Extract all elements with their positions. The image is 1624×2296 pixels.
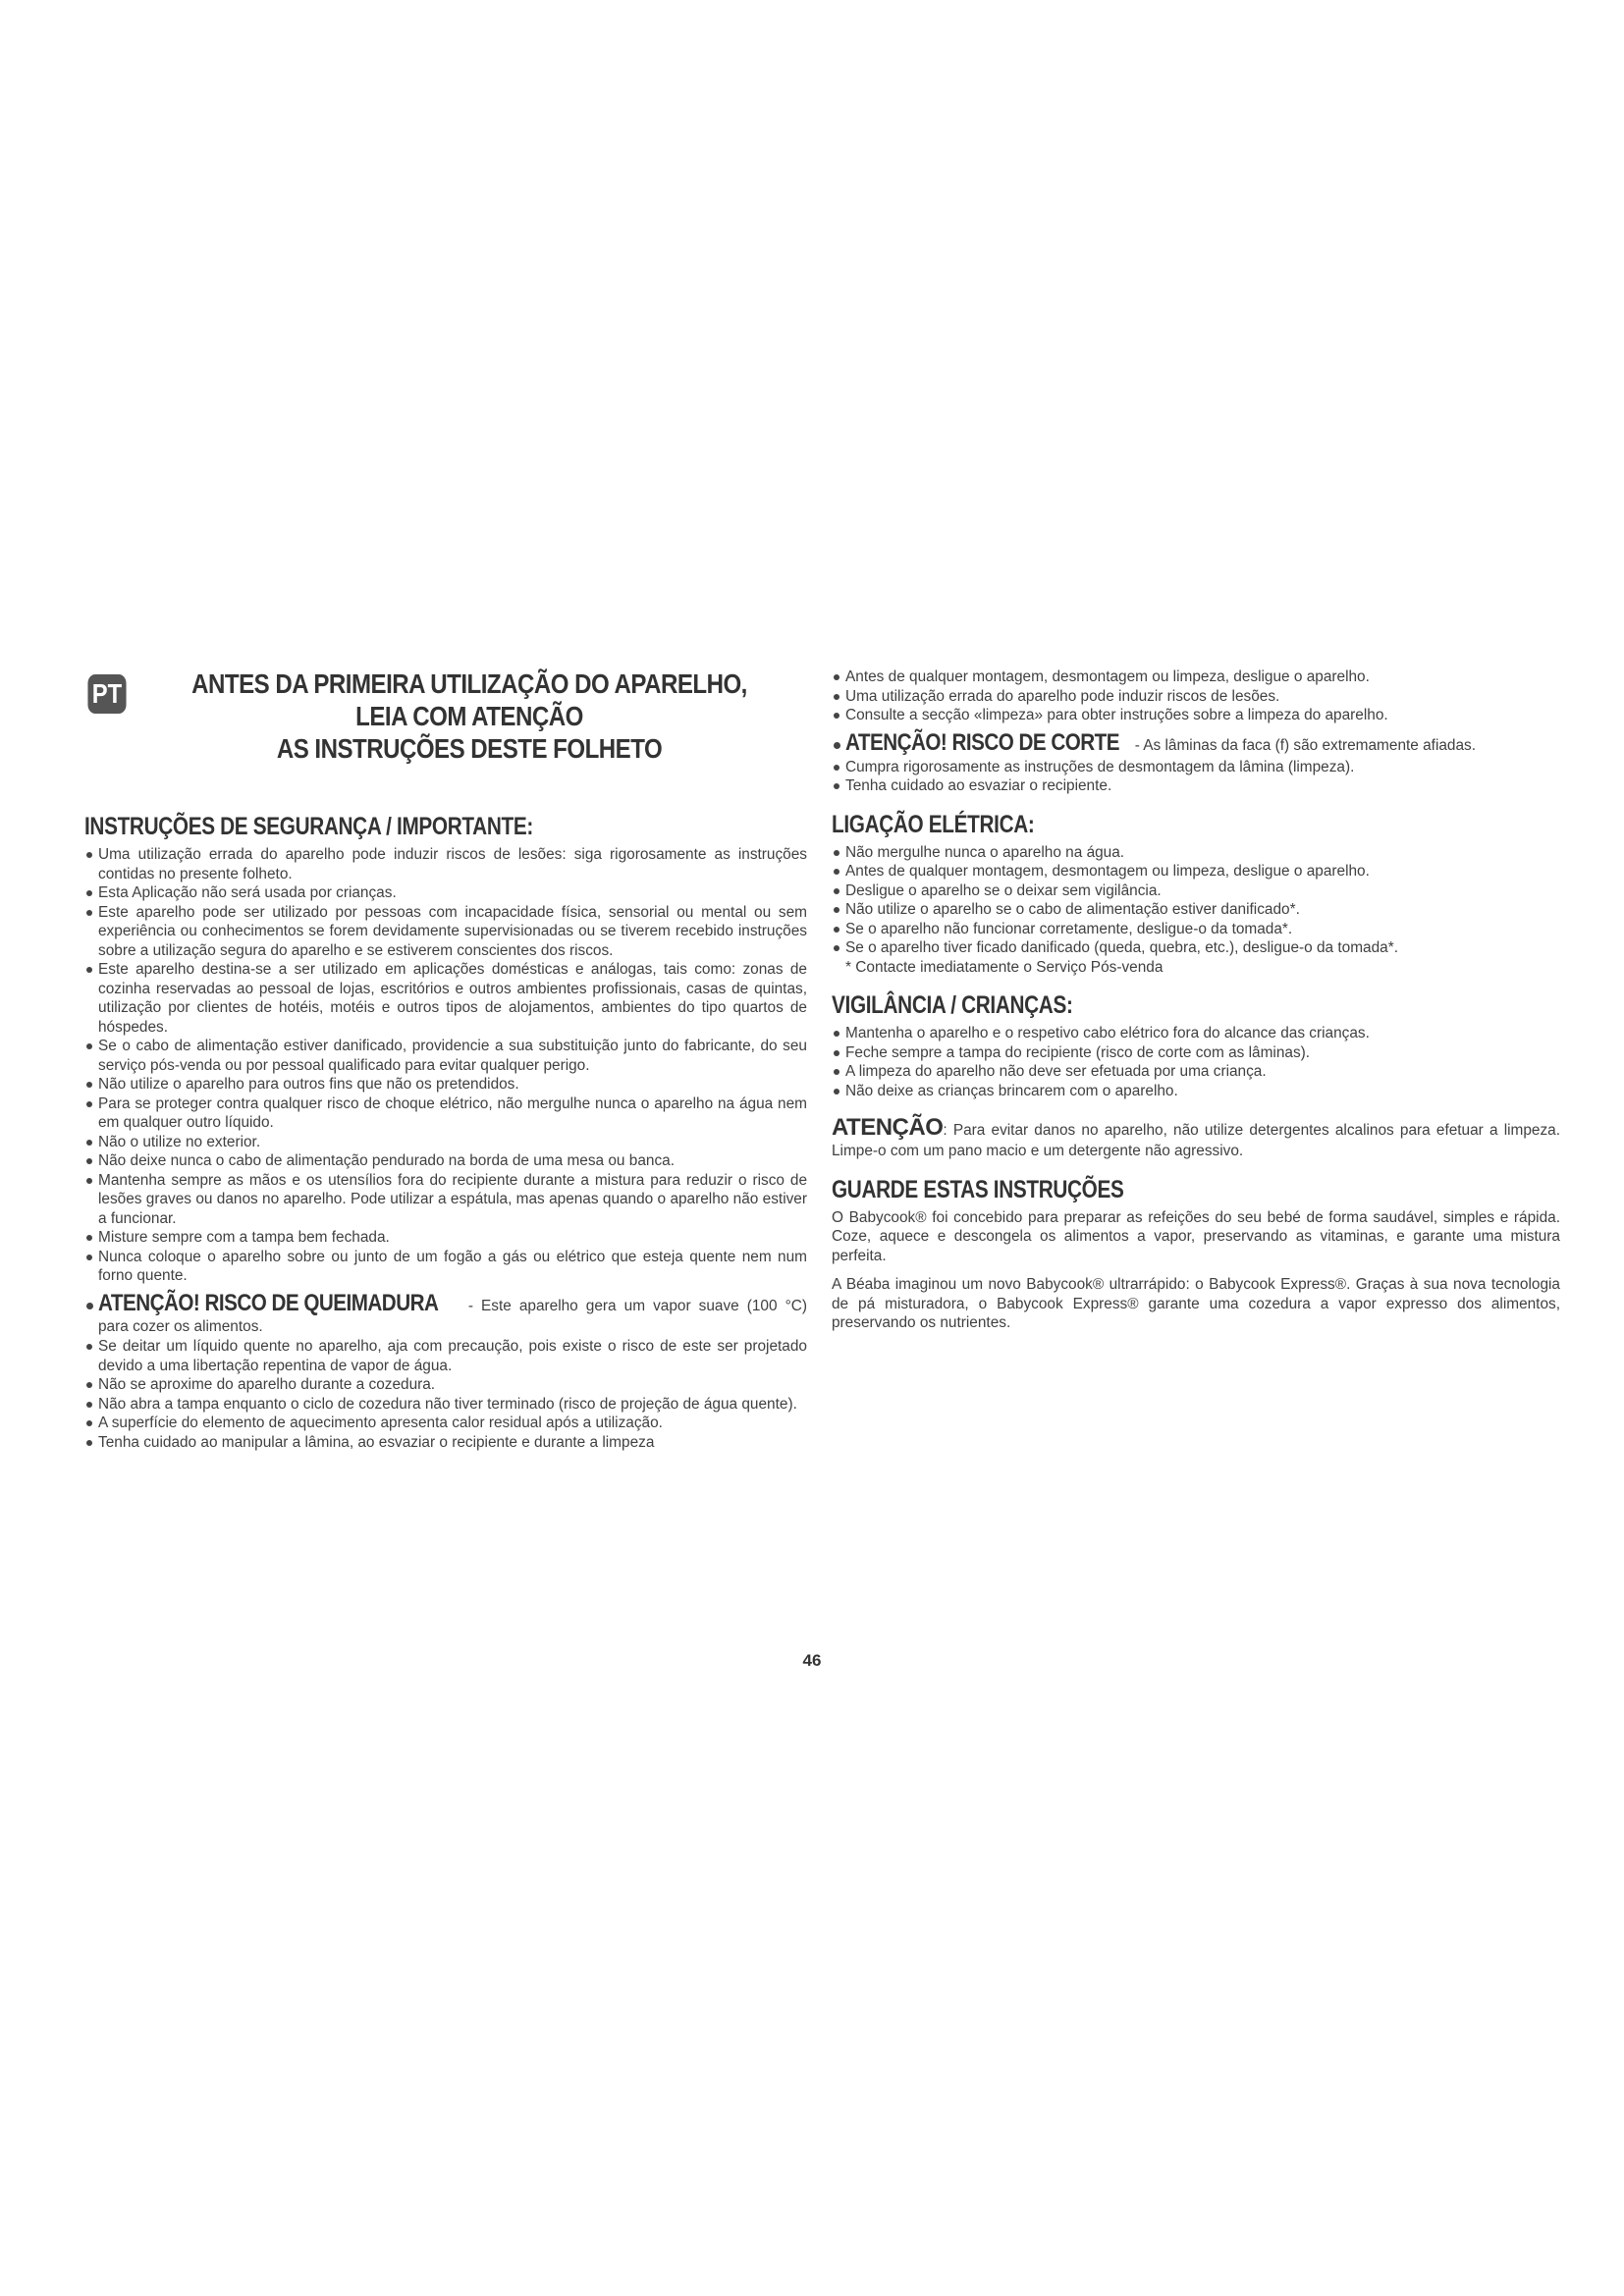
list-item: Mantenha sempre as mãos e os utensílios fora do recipiente durante a mistura para reduzir o risco de lesões graves ou danos no aparelho. Pode utilizar a espátula, mas apenas quando o aparelho não estiver a funcionar. [84, 1171, 807, 1229]
safety-list [84, 845, 807, 1452]
title-line-2: AS INSTRUÇÕES DESTE FOLHETO [276, 733, 663, 764]
cut-warning-title: ATENÇÃO! RISCO DE CORTE [845, 728, 1120, 756]
list-item: Para se proteger contra qualquer risco de choque elétrico, não mergulhe nunca o aparelho na água nem em qualquer outro líquido. [84, 1095, 807, 1133]
attention-title: ATENÇÃO [832, 1114, 944, 1141]
list-item: Esta Aplicação não será usada por crianças. [84, 883, 807, 903]
list-item: Antes de qualquer montagem, desmontagem ou limpeza, desligue o aparelho. [832, 862, 1560, 881]
list-item: Tenha cuidado ao manipular a lâmina, ao esvaziar o recipiente e durante a limpeza [84, 1433, 807, 1453]
general-list [832, 667, 1560, 796]
cut-warning [832, 729, 1560, 757]
list-item: Uma utilização errada do aparelho pode induzir riscos de lesões: siga rigorosamente as instruções contidas no presente folheto. [84, 845, 807, 883]
language-badge: PT [87, 674, 126, 714]
list-item: A superfície do elemento de aquecimento apresenta calor residual após a utilização. [84, 1414, 807, 1433]
page-number: 46 [802, 1651, 822, 1670]
burn-warning-text: - Este aparelho gera um vapor suave (100 °C) para cozer os alimentos. [98, 1297, 807, 1335]
express-paragraph: A Béaba imaginou um novo Babycook® ultrarrápido: o Babycook Express®. Graças à sua nova tecnologia de pá misturadora, o Babycook Express® garante uma cozedura a vapor expresso dos alimentos, preservando os nutrientes. [832, 1276, 1560, 1331]
electric-list [832, 843, 1560, 978]
list-item: Se o cabo de alimentação estiver danificado, providencie a sua substituição junto do fabricante, do seu serviço pós-venda ou por pessoal qualificado para evitar qualquer perigo. [84, 1037, 807, 1075]
keep-instructions-heading: GUARDE ESTAS INSTRUÇÕES [832, 1175, 1124, 1203]
burn-warning [84, 1290, 807, 1337]
children-heading: VIGILÂNCIA / CRIANÇAS: [832, 991, 1073, 1019]
list-item: Uma utilização errada do aparelho pode induzir riscos de lesões. [832, 687, 1560, 707]
children-list [832, 1024, 1560, 1100]
list-item: Consulte a secção «limpeza» para obter instruções sobre a limpeza do aparelho. [832, 706, 1560, 725]
title-line-1: ANTES DA PRIMEIRA UTILIZAÇÃO DO APARELHO, LEIA COM ATENÇÃO [191, 668, 747, 731]
list-item: Não abra a tampa enquanto o ciclo de cozedura não tiver terminado (risco de projeção de água quente). [84, 1395, 807, 1415]
list-item: Não utilize o aparelho para outros fins que não os pretendidos. [84, 1075, 807, 1095]
cut-warning-text: - As lâminas da faca (f) são extremamente afiadas. [1130, 736, 1477, 754]
list-item: Este aparelho destina-se a ser utilizado em aplicações domésticas e análogas, tais como: zonas de cozinha reservadas ao pessoal de lojas, escritórios e outros ambientes profissionais, casas de quintas, utilização por clientes de hotéis, motéis e outros tipos de alojamentos, ambientes do tipo quartos de hóspedes. [84, 960, 807, 1037]
electric-note: * Contacte imediatamente o Serviço Pós-venda [845, 958, 1164, 976]
list-item: Se o aparelho não funcionar corretamente, desligue-o da tomada*. [832, 920, 1560, 939]
electric-heading: LIGAÇÃO ELÉTRICA: [832, 810, 1035, 838]
list-item: Feche sempre a tampa do recipiente (risco de corte com as lâminas). [832, 1043, 1560, 1063]
list-item: Se o aparelho tiver ficado danificado (queda, quebra, etc.), desligue-o da tomada*. [832, 938, 1560, 958]
list-item: Mantenha o aparelho e o respetivo cabo elétrico fora do alcance das crianças. [832, 1024, 1560, 1043]
list-item: Não mergulhe nunca o aparelho na água. [832, 843, 1560, 863]
page-title [84, 667, 807, 765]
safety-heading: INSTRUÇÕES DE SEGURANÇA / IMPORTANTE: [84, 813, 533, 840]
burn-warning-title: ATENÇÃO! RISCO DE QUEIMADURA [98, 1289, 439, 1316]
intro-paragraph: O Babycook® foi concebido para preparar as refeições do seu bebé de forma saudável, simples e rápida. Coze, aquece e descongela os alimentos a vapor, preservando as vitaminas, e garante uma mistura perfeita. [832, 1208, 1560, 1264]
list-item: Este aparelho pode ser utilizado por pessoas com incapacidade física, sensorial ou mental ou sem experiência ou conhecimentos se forem devidamente supervisionadas ou se tiverem recebido instruções sobre a utilização segura do aparelho e se estiverem conscientes dos riscos. [84, 903, 807, 961]
list-item: Desligue o aparelho se o deixar sem vigilância. [832, 881, 1560, 901]
attention-note [832, 1114, 1560, 1161]
list-item: Cumpra rigorosamente as instruções de desmontagem da lâmina (limpeza). [832, 758, 1560, 777]
left-column [84, 667, 807, 1452]
attention-text: : Para evitar danos no aparelho, não utilize detergentes alcalinos para efetuar a limpeza. Limpe-o com um pano macio e um detergente não agressivo. [832, 1122, 1560, 1159]
right-column [832, 667, 1560, 1343]
list-item: Não deixe as crianças brincarem com o aparelho. [832, 1082, 1560, 1101]
list-item: Não o utilize no exterior. [84, 1133, 807, 1152]
list-item: Não deixe nunca o cabo de alimentação pendurado na borda de uma mesa ou banca. [84, 1151, 807, 1171]
list-item: Misture sempre com a tampa bem fechada. [84, 1228, 807, 1248]
list-item: Tenha cuidado ao esvaziar o recipiente. [832, 776, 1560, 796]
list-item: Nunca coloque o aparelho sobre ou junto de um fogão a gás ou elétrico que esteja quente nem num forno quente. [84, 1248, 807, 1286]
list-item: Não utilize o aparelho se o cabo de alimentação estiver danificado*. [832, 900, 1560, 920]
list-item: A limpeza do aparelho não deve ser efetuada por uma criança. [832, 1062, 1560, 1082]
list-item: Se deitar um líquido quente no aparelho, aja com precaução, pois existe o risco de este ser projetado devido a uma libertação repentina de vapor de água. [84, 1337, 807, 1375]
list-item: Não se aproxime do aparelho durante a cozedura. [84, 1375, 807, 1395]
list-item: Antes de qualquer montagem, desmontagem ou limpeza, desligue o aparelho. [832, 667, 1560, 687]
